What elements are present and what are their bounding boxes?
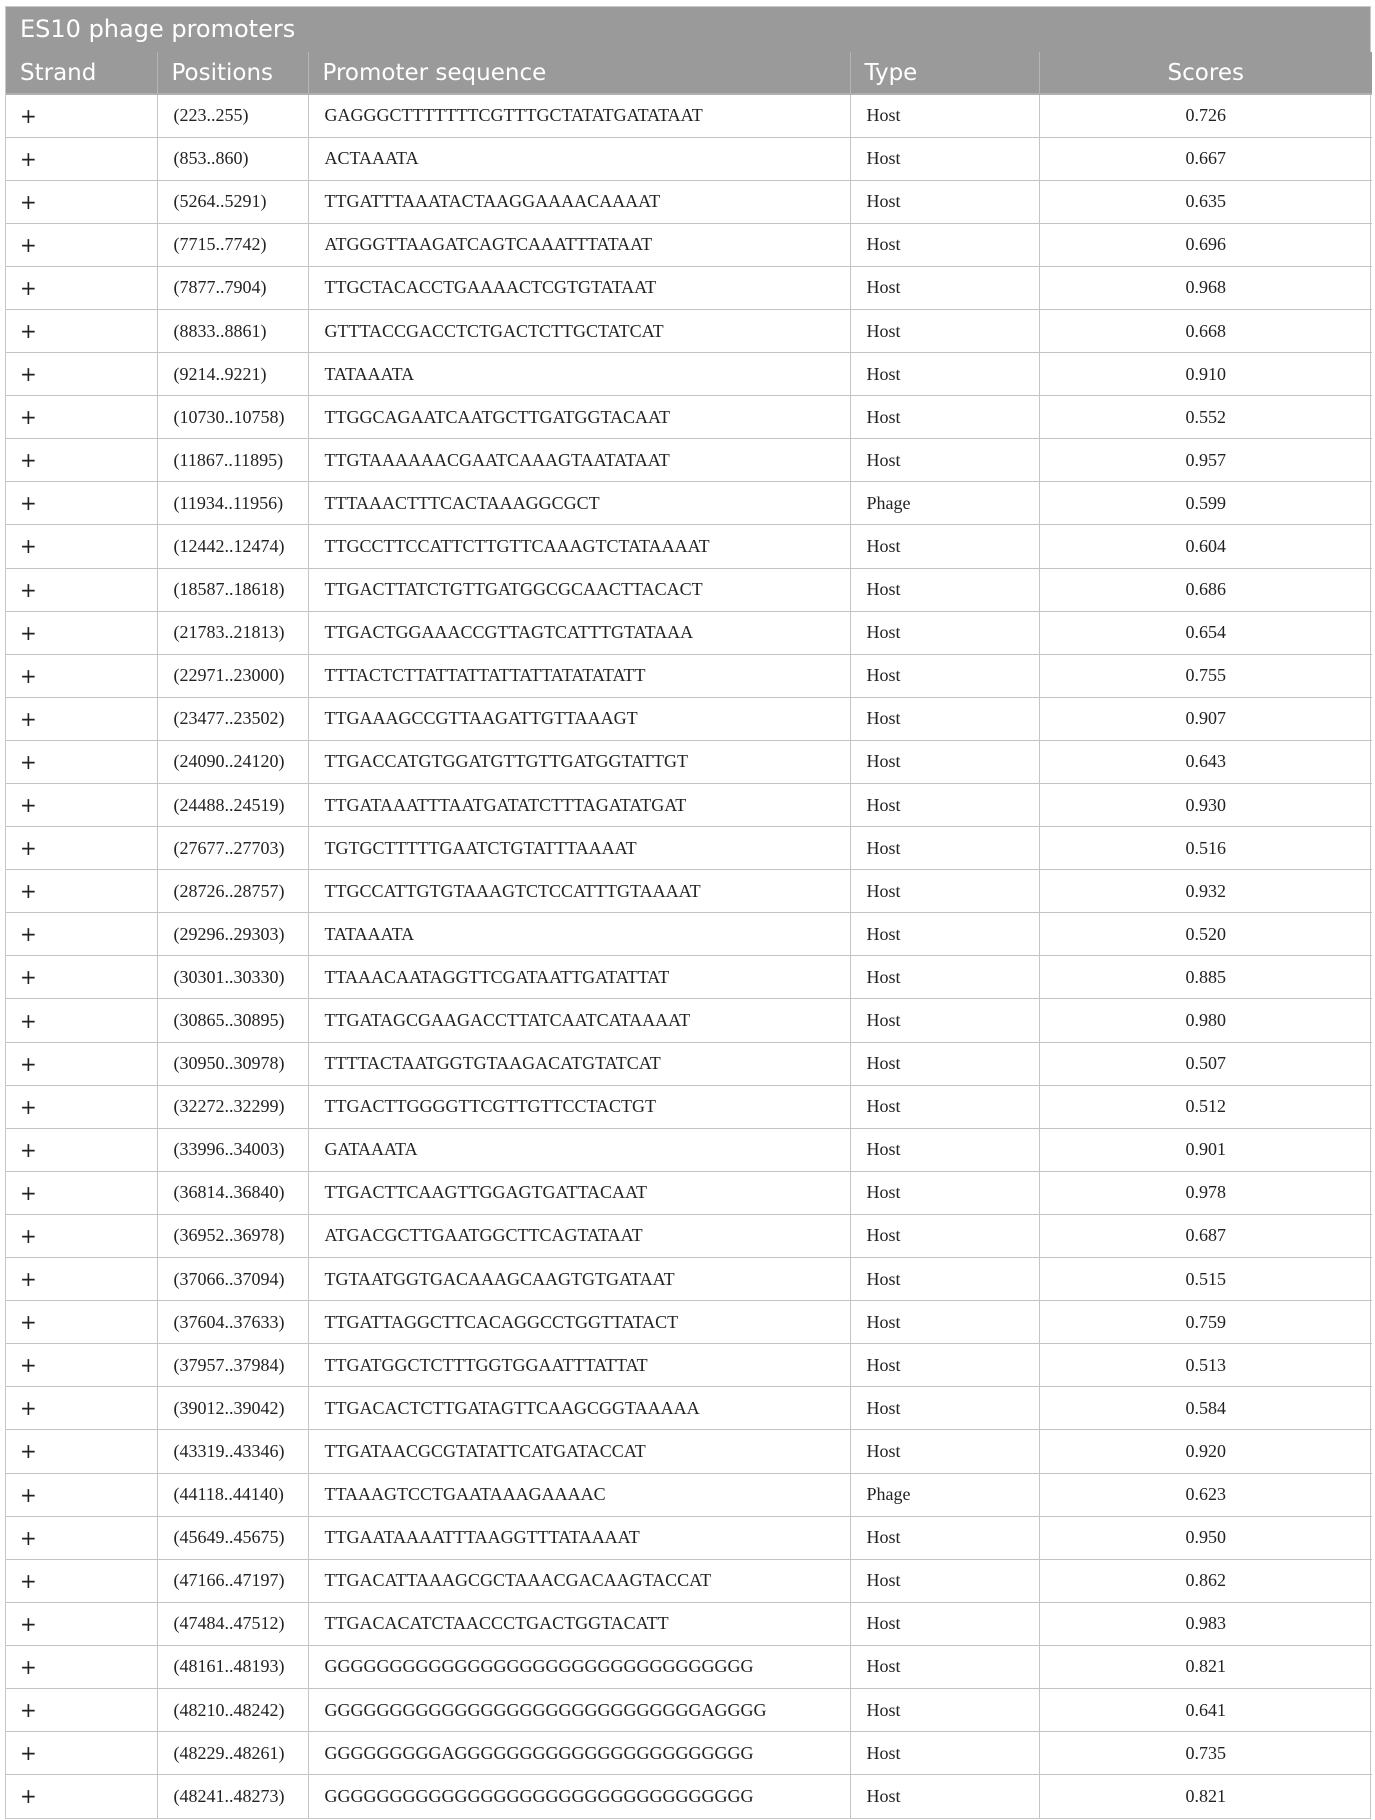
table-row (6, 1645, 1372, 1688)
header-row (6, 52, 1372, 94)
cell-type: Host (850, 223, 1039, 266)
cell-strand: + (6, 223, 157, 266)
cell-sequence: TTGACTTATCTGTTGATGGCGCAACTTACACT (308, 568, 850, 611)
cell-positions: (48210..48242) (157, 1688, 308, 1731)
cell-strand: + (6, 482, 157, 525)
cell-score: 0.932 (1039, 870, 1372, 913)
cell-sequence: TTGACACTCTTGATAGTTCAAGCGGTAAAAA (308, 1387, 850, 1430)
cell-positions: (43319..43346) (157, 1430, 308, 1473)
cell-sequence: TTGATGGCTCTTTGGTGGAATTTATTAT (308, 1344, 850, 1387)
cell-strand: + (6, 697, 157, 740)
cell-strand: + (6, 1042, 157, 1085)
table-row (6, 1214, 1372, 1257)
cell-sequence: ATGACGCTTGAATGGCTTCAGTATAAT (308, 1214, 850, 1257)
cell-type: Host (850, 1128, 1039, 1171)
cell-type: Host (850, 525, 1039, 568)
cell-type: Host (850, 180, 1039, 223)
cell-strand: + (6, 1516, 157, 1559)
cell-strand: + (6, 1387, 157, 1430)
cell-type: Host (850, 396, 1039, 439)
cell-type: Phage (850, 482, 1039, 525)
cell-type: Host (850, 740, 1039, 783)
cell-type: Host (850, 137, 1039, 180)
cell-positions: (48161..48193) (157, 1645, 308, 1688)
table-row (6, 697, 1372, 740)
cell-type: Host (850, 1042, 1039, 1085)
cell-sequence: TTAAAGTCCTGAATAAAGAAAAC (308, 1473, 850, 1516)
table-row (6, 266, 1372, 309)
table-row (6, 1344, 1372, 1387)
cell-strand: + (6, 1775, 157, 1818)
cell-strand: + (6, 94, 157, 137)
cell-score: 0.821 (1039, 1775, 1372, 1818)
cell-type: Host (850, 654, 1039, 697)
cell-type: Host (850, 1301, 1039, 1344)
cell-score: 0.513 (1039, 1344, 1372, 1387)
cell-sequence: TTGACTGGAAACCGTTAGTCATTTGTATAAA (308, 611, 850, 654)
cell-score: 0.520 (1039, 913, 1372, 956)
cell-score: 0.930 (1039, 784, 1372, 827)
cell-type: Host (850, 913, 1039, 956)
cell-strand: + (6, 180, 157, 223)
cell-positions: (12442..12474) (157, 525, 308, 568)
cell-score: 0.862 (1039, 1559, 1372, 1602)
cell-positions: (11867..11895) (157, 439, 308, 482)
cell-type: Host (850, 1387, 1039, 1430)
promoter-table (6, 52, 1372, 1818)
cell-sequence: TTGACCATGTGGATGTTGTTGATGGTATTGT (308, 740, 850, 783)
cell-type: Host (850, 1645, 1039, 1688)
cell-score: 0.584 (1039, 1387, 1372, 1430)
promoter-table-container (5, 6, 1371, 1819)
cell-type: Phage (850, 1473, 1039, 1516)
cell-strand: + (6, 1171, 157, 1214)
cell-strand: + (6, 870, 157, 913)
cell-type: Host (850, 1171, 1039, 1214)
table-row (6, 137, 1372, 180)
cell-strand: + (6, 1645, 157, 1688)
table-row (6, 999, 1372, 1042)
cell-sequence: ACTAAATA (308, 137, 850, 180)
cell-type: Host (850, 1516, 1039, 1559)
cell-positions: (36952..36978) (157, 1214, 308, 1257)
cell-strand: + (6, 568, 157, 611)
cell-score: 0.552 (1039, 396, 1372, 439)
cell-sequence: TGTAATGGTGACAAAGCAAGTGTGATAAT (308, 1258, 850, 1301)
table-row (6, 740, 1372, 783)
cell-positions: (18587..18618) (157, 568, 308, 611)
table-row (6, 1775, 1372, 1818)
cell-sequence: TTGCTACACCTGAAAACTCGTGTATAAT (308, 266, 850, 309)
cell-sequence: GATAAATA (308, 1128, 850, 1171)
cell-score: 0.643 (1039, 740, 1372, 783)
cell-positions: (21783..21813) (157, 611, 308, 654)
cell-strand: + (6, 654, 157, 697)
cell-strand: + (6, 1128, 157, 1171)
cell-score: 0.978 (1039, 1171, 1372, 1214)
cell-type: Host (850, 568, 1039, 611)
cell-sequence: TTGACTTGGGGTTCGTTGTTCCTACTGT (308, 1085, 850, 1128)
table-row (6, 223, 1372, 266)
cell-sequence: TTGGCAGAATCAATGCTTGATGGTACAAT (308, 396, 850, 439)
cell-sequence: TATAAATA (308, 913, 850, 956)
table-row (6, 784, 1372, 827)
cell-sequence: TGTGCTTTTTGAATCTGTATTTAAAAT (308, 827, 850, 870)
cell-sequence: TTGATTTAAATACTAAGGAAAACAAAAT (308, 180, 850, 223)
cell-positions: (8833..8861) (157, 309, 308, 352)
cell-positions: (45649..45675) (157, 1516, 308, 1559)
cell-score: 0.821 (1039, 1645, 1372, 1688)
cell-strand: + (6, 1688, 157, 1731)
table-row (6, 353, 1372, 396)
cell-positions: (30301..30330) (157, 956, 308, 999)
cell-strand: + (6, 353, 157, 396)
table-row (6, 396, 1372, 439)
cell-type: Host (850, 1688, 1039, 1731)
cell-positions: (37957..37984) (157, 1344, 308, 1387)
table-row (6, 568, 1372, 611)
cell-type: Host (850, 1214, 1039, 1257)
cell-strand: + (6, 740, 157, 783)
cell-score: 0.726 (1039, 94, 1372, 137)
cell-sequence: TTGATAGCGAAGACCTTATCAATCATAAAAT (308, 999, 850, 1042)
cell-positions: (11934..11956) (157, 482, 308, 525)
table-row (6, 1301, 1372, 1344)
table-row (6, 654, 1372, 697)
cell-strand: + (6, 137, 157, 180)
cell-sequence: TTGATTAGGCTTCACAGGCCTGGTTATACT (308, 1301, 850, 1344)
table-row (6, 525, 1372, 568)
cell-strand: + (6, 1214, 157, 1257)
cell-score: 0.599 (1039, 482, 1372, 525)
column-header-positions: Positions (157, 52, 308, 94)
table-body (6, 94, 1372, 1818)
cell-positions: (7715..7742) (157, 223, 308, 266)
cell-type: Host (850, 439, 1039, 482)
cell-score: 0.957 (1039, 439, 1372, 482)
cell-type: Host (850, 266, 1039, 309)
cell-strand: + (6, 913, 157, 956)
cell-type: Host (850, 353, 1039, 396)
cell-type: Host (850, 956, 1039, 999)
cell-strand: + (6, 999, 157, 1042)
cell-sequence: TTGATAAATTTAATGATATCTTTAGATATGAT (308, 784, 850, 827)
cell-strand: + (6, 266, 157, 309)
cell-positions: (30865..30895) (157, 999, 308, 1042)
cell-strand: + (6, 1258, 157, 1301)
cell-strand: + (6, 525, 157, 568)
cell-sequence: TTGTAAAAAACGAATCAAAGTAATATAAT (308, 439, 850, 482)
cell-positions: (30950..30978) (157, 1042, 308, 1085)
cell-sequence: TTGAAAGCCGTTAAGATTGTTAAAGT (308, 697, 850, 740)
cell-sequence: GAGGGCTTTTTTTCGTTTGCTATATGATATAAT (308, 94, 850, 137)
cell-score: 0.755 (1039, 654, 1372, 697)
cell-sequence: TTGCCTTCCATTCTTGTTCAAAGTCTATAAAAT (308, 525, 850, 568)
cell-positions: (27677..27703) (157, 827, 308, 870)
cell-score: 0.735 (1039, 1732, 1372, 1775)
table-row (6, 1430, 1372, 1473)
table-row (6, 1387, 1372, 1430)
cell-strand: + (6, 1344, 157, 1387)
cell-sequence: TTAAACAATAGGTTCGATAATTGATATTAT (308, 956, 850, 999)
cell-type: Host (850, 94, 1039, 137)
cell-type: Host (850, 697, 1039, 740)
cell-sequence: TTTAAACTTTCACTAAAGGCGCT (308, 482, 850, 525)
cell-positions: (39012..39042) (157, 1387, 308, 1430)
cell-positions: (24488..24519) (157, 784, 308, 827)
cell-strand: + (6, 1732, 157, 1775)
cell-positions: (24090..24120) (157, 740, 308, 783)
table-row (6, 1732, 1372, 1775)
cell-score: 0.980 (1039, 999, 1372, 1042)
cell-score: 0.920 (1039, 1430, 1372, 1473)
table-row (6, 1085, 1372, 1128)
cell-sequence: TTGCCATTGTGTAAAGTCTCCATTTGTAAAAT (308, 870, 850, 913)
cell-positions: (29296..29303) (157, 913, 308, 956)
cell-positions: (28726..28757) (157, 870, 308, 913)
column-header-type: Type (850, 52, 1039, 94)
cell-positions: (23477..23502) (157, 697, 308, 740)
cell-positions: (5264..5291) (157, 180, 308, 223)
cell-sequence: TTTACTCTTATTATTATTATTATATATATT (308, 654, 850, 697)
cell-sequence: TTGACATTAAAGCGCTAAACGACAAGTACCAT (308, 1559, 850, 1602)
cell-score: 0.604 (1039, 525, 1372, 568)
cell-type: Host (850, 999, 1039, 1042)
table-row (6, 827, 1372, 870)
table-row (6, 1688, 1372, 1731)
cell-positions: (7877..7904) (157, 266, 308, 309)
cell-sequence: TATAAATA (308, 353, 850, 396)
cell-strand: + (6, 1602, 157, 1645)
table-row (6, 1258, 1372, 1301)
cell-sequence: GGGGGGGGGAGGGGGGGGGGGGGGGGGGGGGGG (308, 1732, 850, 1775)
column-header-scores: Scores (1039, 52, 1372, 94)
cell-type: Host (850, 1602, 1039, 1645)
table-row (6, 94, 1372, 137)
cell-strand: + (6, 309, 157, 352)
cell-type: Host (850, 309, 1039, 352)
table-row (6, 913, 1372, 956)
cell-sequence: GGGGGGGGGGGGGGGGGGGGGGGGGGGGGAGGGG (308, 1688, 850, 1731)
table-title: ES10 phage promoters (6, 7, 1370, 52)
table-row (6, 309, 1372, 352)
cell-score: 0.623 (1039, 1473, 1372, 1516)
cell-positions: (47166..47197) (157, 1559, 308, 1602)
cell-score: 0.907 (1039, 697, 1372, 740)
cell-score: 0.885 (1039, 956, 1372, 999)
table-row (6, 1602, 1372, 1645)
cell-sequence: TTTTACTAATGGTGTAAGACATGTATCAT (308, 1042, 850, 1085)
cell-strand: + (6, 439, 157, 482)
cell-strand: + (6, 1559, 157, 1602)
cell-type: Host (850, 1775, 1039, 1818)
cell-positions: (44118..44140) (157, 1473, 308, 1516)
cell-positions: (32272..32299) (157, 1085, 308, 1128)
cell-strand: + (6, 396, 157, 439)
cell-sequence: GGGGGGGGGGGGGGGGGGGGGGGGGGGGGGGGG (308, 1775, 850, 1818)
cell-positions: (48241..48273) (157, 1775, 308, 1818)
table-row (6, 439, 1372, 482)
cell-positions: (9214..9221) (157, 353, 308, 396)
cell-strand: + (6, 1085, 157, 1128)
cell-score: 0.654 (1039, 611, 1372, 654)
cell-positions: (48229..48261) (157, 1732, 308, 1775)
cell-positions: (37066..37094) (157, 1258, 308, 1301)
cell-score: 0.641 (1039, 1688, 1372, 1731)
cell-type: Host (850, 1430, 1039, 1473)
cell-strand: + (6, 784, 157, 827)
cell-score: 0.516 (1039, 827, 1372, 870)
cell-score: 0.687 (1039, 1214, 1372, 1257)
cell-sequence: GTTTACCGACCTCTGACTCTTGCTATCAT (308, 309, 850, 352)
cell-type: Host (850, 1559, 1039, 1602)
cell-positions: (22971..23000) (157, 654, 308, 697)
cell-positions: (33996..34003) (157, 1128, 308, 1171)
table-row (6, 180, 1372, 223)
cell-score: 0.901 (1039, 1128, 1372, 1171)
table-row (6, 956, 1372, 999)
table-row (6, 1516, 1372, 1559)
cell-positions: (36814..36840) (157, 1171, 308, 1214)
cell-type: Host (850, 1344, 1039, 1387)
cell-score: 0.910 (1039, 353, 1372, 396)
cell-score: 0.968 (1039, 266, 1372, 309)
table-row (6, 1128, 1372, 1171)
cell-score: 0.950 (1039, 1516, 1372, 1559)
cell-score: 0.667 (1039, 137, 1372, 180)
table-row (6, 611, 1372, 654)
cell-score: 0.983 (1039, 1602, 1372, 1645)
cell-positions: (223..255) (157, 94, 308, 137)
cell-score: 0.512 (1039, 1085, 1372, 1128)
cell-strand: + (6, 1473, 157, 1516)
column-header-strand: Strand (6, 52, 157, 94)
cell-strand: + (6, 827, 157, 870)
cell-sequence: TTGATAACGCGTATATTCATGATACCAT (308, 1430, 850, 1473)
cell-positions: (37604..37633) (157, 1301, 308, 1344)
table-row (6, 482, 1372, 525)
cell-positions: (47484..47512) (157, 1602, 308, 1645)
cell-sequence: GGGGGGGGGGGGGGGGGGGGGGGGGGGGGGGGG (308, 1645, 850, 1688)
cell-strand: + (6, 611, 157, 654)
cell-sequence: ATGGGTTAAGATCAGTCAAATTTATAAT (308, 223, 850, 266)
table-row (6, 870, 1372, 913)
cell-score: 0.696 (1039, 223, 1372, 266)
cell-type: Host (850, 870, 1039, 913)
cell-sequence: TTGACACATCTAACCCTGACTGGTACATT (308, 1602, 850, 1645)
cell-positions: (10730..10758) (157, 396, 308, 439)
cell-sequence: TTGACTTCAAGTTGGAGTGATTACAAT (308, 1171, 850, 1214)
cell-score: 0.635 (1039, 180, 1372, 223)
table-row (6, 1171, 1372, 1214)
table-row (6, 1042, 1372, 1085)
cell-score: 0.668 (1039, 309, 1372, 352)
cell-score: 0.686 (1039, 568, 1372, 611)
column-header-sequence: Promoter sequence (308, 52, 850, 94)
cell-positions: (853..860) (157, 137, 308, 180)
cell-type: Host (850, 827, 1039, 870)
cell-strand: + (6, 1430, 157, 1473)
cell-type: Host (850, 784, 1039, 827)
cell-type: Host (850, 1258, 1039, 1301)
table-row (6, 1473, 1372, 1516)
cell-sequence: TTGAATAAAATTTAAGGTTTATAAAAT (308, 1516, 850, 1559)
cell-type: Host (850, 1732, 1039, 1775)
cell-score: 0.507 (1039, 1042, 1372, 1085)
cell-strand: + (6, 1301, 157, 1344)
cell-score: 0.759 (1039, 1301, 1372, 1344)
cell-type: Host (850, 1085, 1039, 1128)
cell-type: Host (850, 611, 1039, 654)
cell-score: 0.515 (1039, 1258, 1372, 1301)
cell-strand: + (6, 956, 157, 999)
table-row (6, 1559, 1372, 1602)
